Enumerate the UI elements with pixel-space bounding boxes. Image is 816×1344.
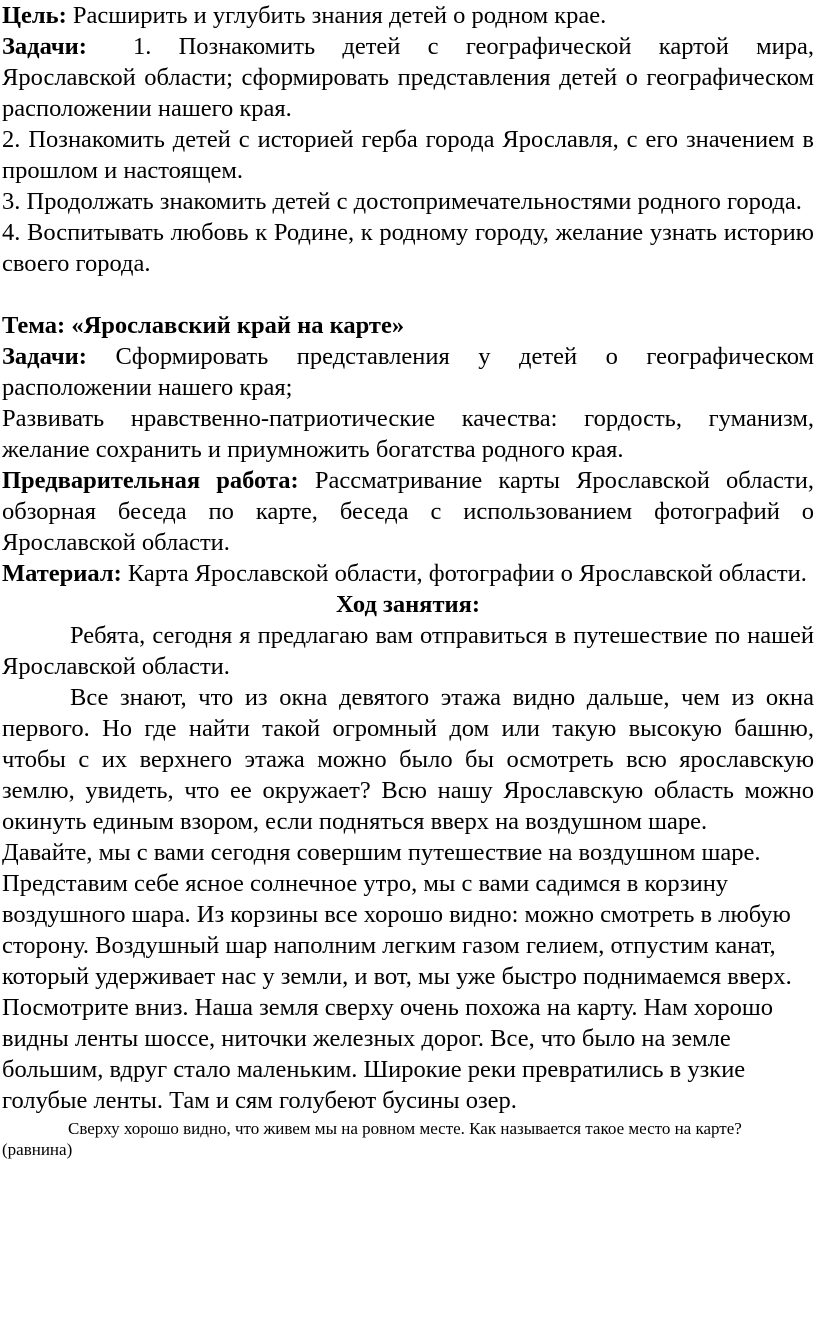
- goal-paragraph: [2, 0, 814, 31]
- tasks-item-1: [2, 31, 814, 124]
- tasks-item-3: 3. Продолжать знакомить детей с достопримечательностями родного города.: [2, 188, 802, 215]
- lesson-tasks-paragraph: [2, 341, 814, 403]
- tasks-label: Задачи:: [2, 33, 87, 60]
- material-label: Материал:: [2, 560, 122, 587]
- prep-paragraph: [2, 465, 814, 558]
- lesson-tasks-label: Задачи:: [2, 343, 87, 370]
- course-paragraph-2: Все знают, что из окна девятого этажа видно дальше, чем из окна первого. Но где найти такой огромный дом или такую высокую башню, чтобы с их верхнего этажа можно было бы осмотреть всю ярославскую землю, увидеть, что ее окружает? Всю нашу Ярославскую область можно окинуть единым взором, если подняться вверх на воздушном шаре.: [2, 684, 814, 835]
- course-heading: Ход занятия:: [335, 591, 481, 618]
- develop-paragraph: Развивать нравственно-патриотические качества: гордость, гуманизм, желание сохранить и приумножить богатства родного края.: [2, 405, 814, 463]
- material-paragraph: [2, 558, 814, 589]
- course-paragraph-4-text: Сверху хорошо видно, что живем мы на ровном месте. Как называется такое место на карте? (равнина): [2, 1119, 742, 1159]
- goal-text: Расширить и углубить знания детей о родном крае.: [66, 2, 607, 29]
- course-paragraph-4: [2, 1118, 814, 1160]
- prep-label: Предварительная работа:: [2, 467, 299, 494]
- theme-heading: [2, 310, 814, 341]
- tasks-item-2: 2. Познакомить детей с историей герба города Ярославля, с его значением в прошлом и настоящем.: [2, 126, 814, 184]
- course-paragraph-3: Давайте, мы с вами сегодня совершим путешествие на воздушном шаре. Представим себе ясное солнечное утро, мы с вами садимся в корзину воздушного шара. Из корзины все хорошо видно: можно смотреть в любую сторону. Воздушный шар наполним легким газом гелием, отпустим канат, который удерживает нас у земли, и вот, мы уже быстро поднимаемся вверх. Посмотрите вниз. Наша земля сверху очень похожа на карту. Нам хорошо видны ленты шоссе, ниточки железных дорог. Все, что было на земле большим, вдруг стало маленьким. Широкие реки превратились в узкие голубые ленты. Там и сям голубеют бусины озер.: [2, 839, 792, 1114]
- spacer: [2, 279, 814, 310]
- tasks-item-4: 4. Воспитывать любовь к Родине, к родному городу, желание узнать историю своего города.: [2, 219, 814, 277]
- goal-label: Цель:: [2, 2, 67, 29]
- theme-label: Тема: «Ярославский край на карте»: [2, 312, 405, 339]
- prep-text: Рассматривание карты Ярославской области, обзорная беседа по карте, беседа с использованием фотографий о Ярославской области.: [2, 467, 814, 556]
- document-body: [2, 0, 814, 1116]
- course-paragraph-1: Ребята, сегодня я предлагаю вам отправиться в путешествие по нашей Ярославской области.: [2, 622, 814, 680]
- tasks-item-1-text: 1. Познакомить детей с географической картой мира, Ярославской области; сформировать представления детей о географическом расположении нашего края.: [2, 33, 814, 122]
- material-text: Карта Ярославской области, фотографии о Ярославской области.: [121, 560, 807, 587]
- lesson-tasks-text: Сформировать представления у детей о географическом расположении нашего края;: [2, 343, 814, 401]
